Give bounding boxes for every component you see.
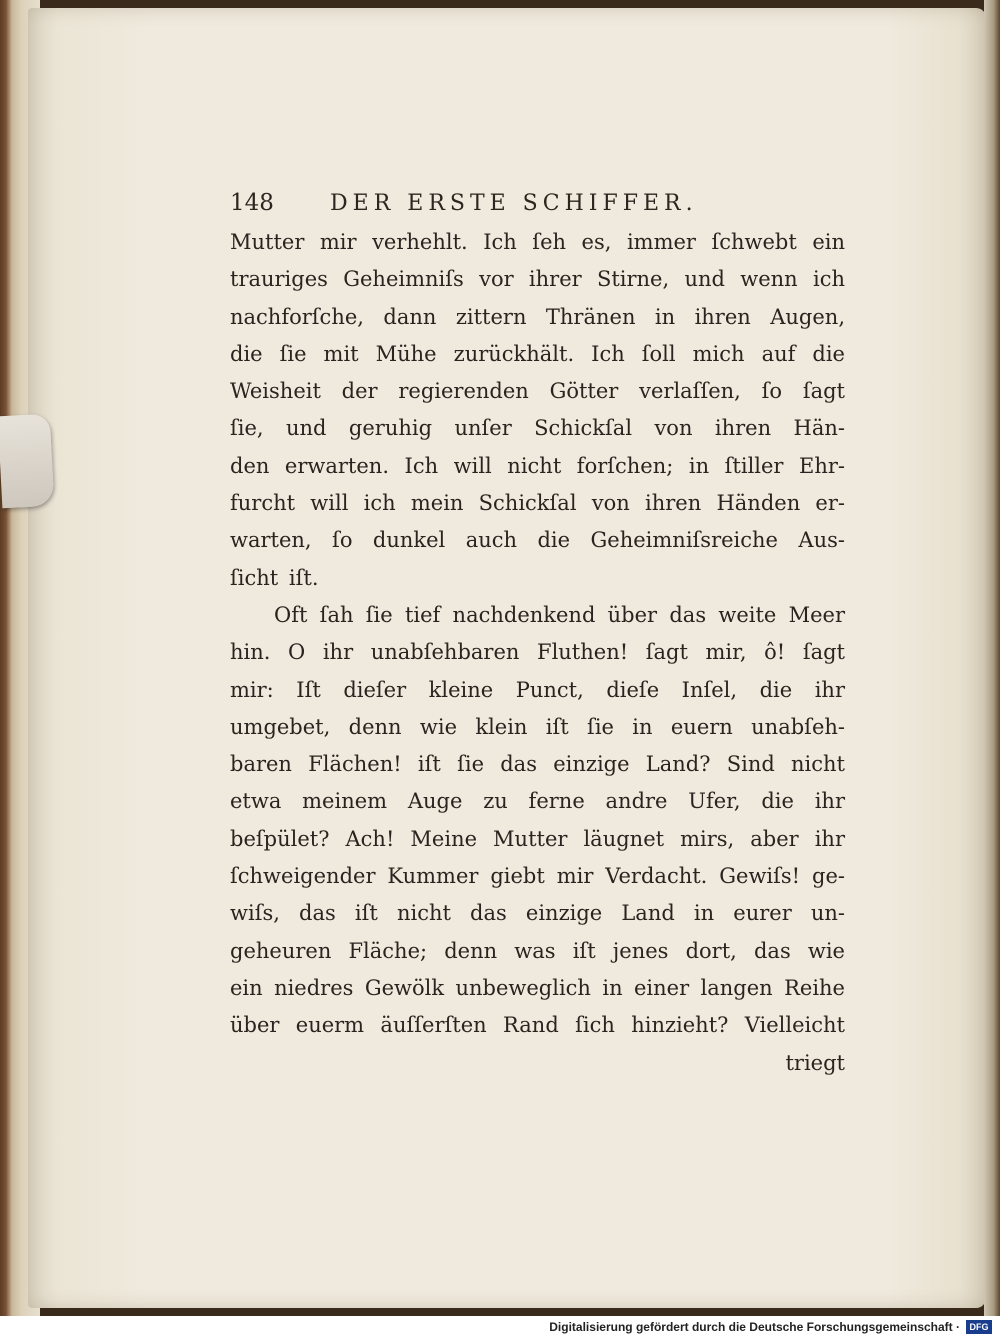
text-line: beſpület? Ach! Meine Mutter läugnet mirs, aber ihr [230,826,845,851]
bookmark-tab [0,414,54,509]
text-line: die ſie mit Mühe zurückhält. Ich ſoll mich auf die [230,341,845,366]
running-head: DER ERSTE SCHIFFER. [330,191,698,216]
text-line: den erwarten. Ich will nicht forſchen; in ſtiller Ehr- [230,453,845,478]
text-line: etwa meinem Auge zu ferne andre Ufer, die ihr [230,789,845,814]
text-line: Weisheit der regierenden Götter verlaſſen, ſo ſagt [230,379,845,404]
footer-credit-bar [0,1316,1000,1337]
page-right-edge [984,0,1000,1320]
text-line: umgebet, denn wie klein iſt ſie in euern unabſeh- [230,714,845,739]
text-line: Mutter mir verhehlt. Ich ſeh es, immer ſchwebt ein [230,230,845,254]
footer-credit: Digitalisierung gefördert durch die Deutsche Forschungsgemeinschaft · [549,1319,960,1334]
text-line: furcht will ich mein Schickſal von ihren Händen er- [230,491,845,516]
text-line: geheuren Fläche; denn was iſt jenes dort, das wie [230,938,845,963]
text-line: warten, ſo dunkel auch die Geheimniſsreiche Aus- [230,528,845,553]
page-number: 148 [230,190,274,216]
text-line: über euerm äuſſerſten Rand ſich hinzieht? Vielleicht [230,1013,845,1038]
text-line: wiſs, das iſt nicht das einzige Land in eurer un- [230,901,845,926]
text-line: baren Flächen! iſt ſie das einzige Land? Sind nicht [230,752,845,777]
page-header [230,190,760,216]
catchword: triegt [785,1050,845,1075]
body-text [230,224,845,1082]
text-line: ſchweigender Kummer giebt mir Verdacht. Gewiſs! ge- [230,864,845,889]
text-line: trauriges Geheimniſs vor ihrer Stirne, und wenn ich [230,267,845,292]
text-line: ein niedres Gewölk unbeweglich in einer langen Reihe [230,975,845,1000]
text-line: hin. O ihr unabſehbaren Fluthen! ſagt mir, ô! ſagt [230,640,845,665]
text-line: mir: Iſt dieſer kleine Punct, dieſe Inſel, die ihr [230,677,845,702]
text-line: nachforſche, dann zittern Thränen in ihren Augen, [230,304,845,329]
dfg-logo: DFG [966,1320,992,1334]
text-line: ſicht iſt. [230,565,319,590]
text-line: Oft ſah ſie tief nachdenkend über das weite Meer [274,602,845,627]
text-line: ſie, und geruhig unſer Schickſal von ihren Hän- [230,416,845,441]
